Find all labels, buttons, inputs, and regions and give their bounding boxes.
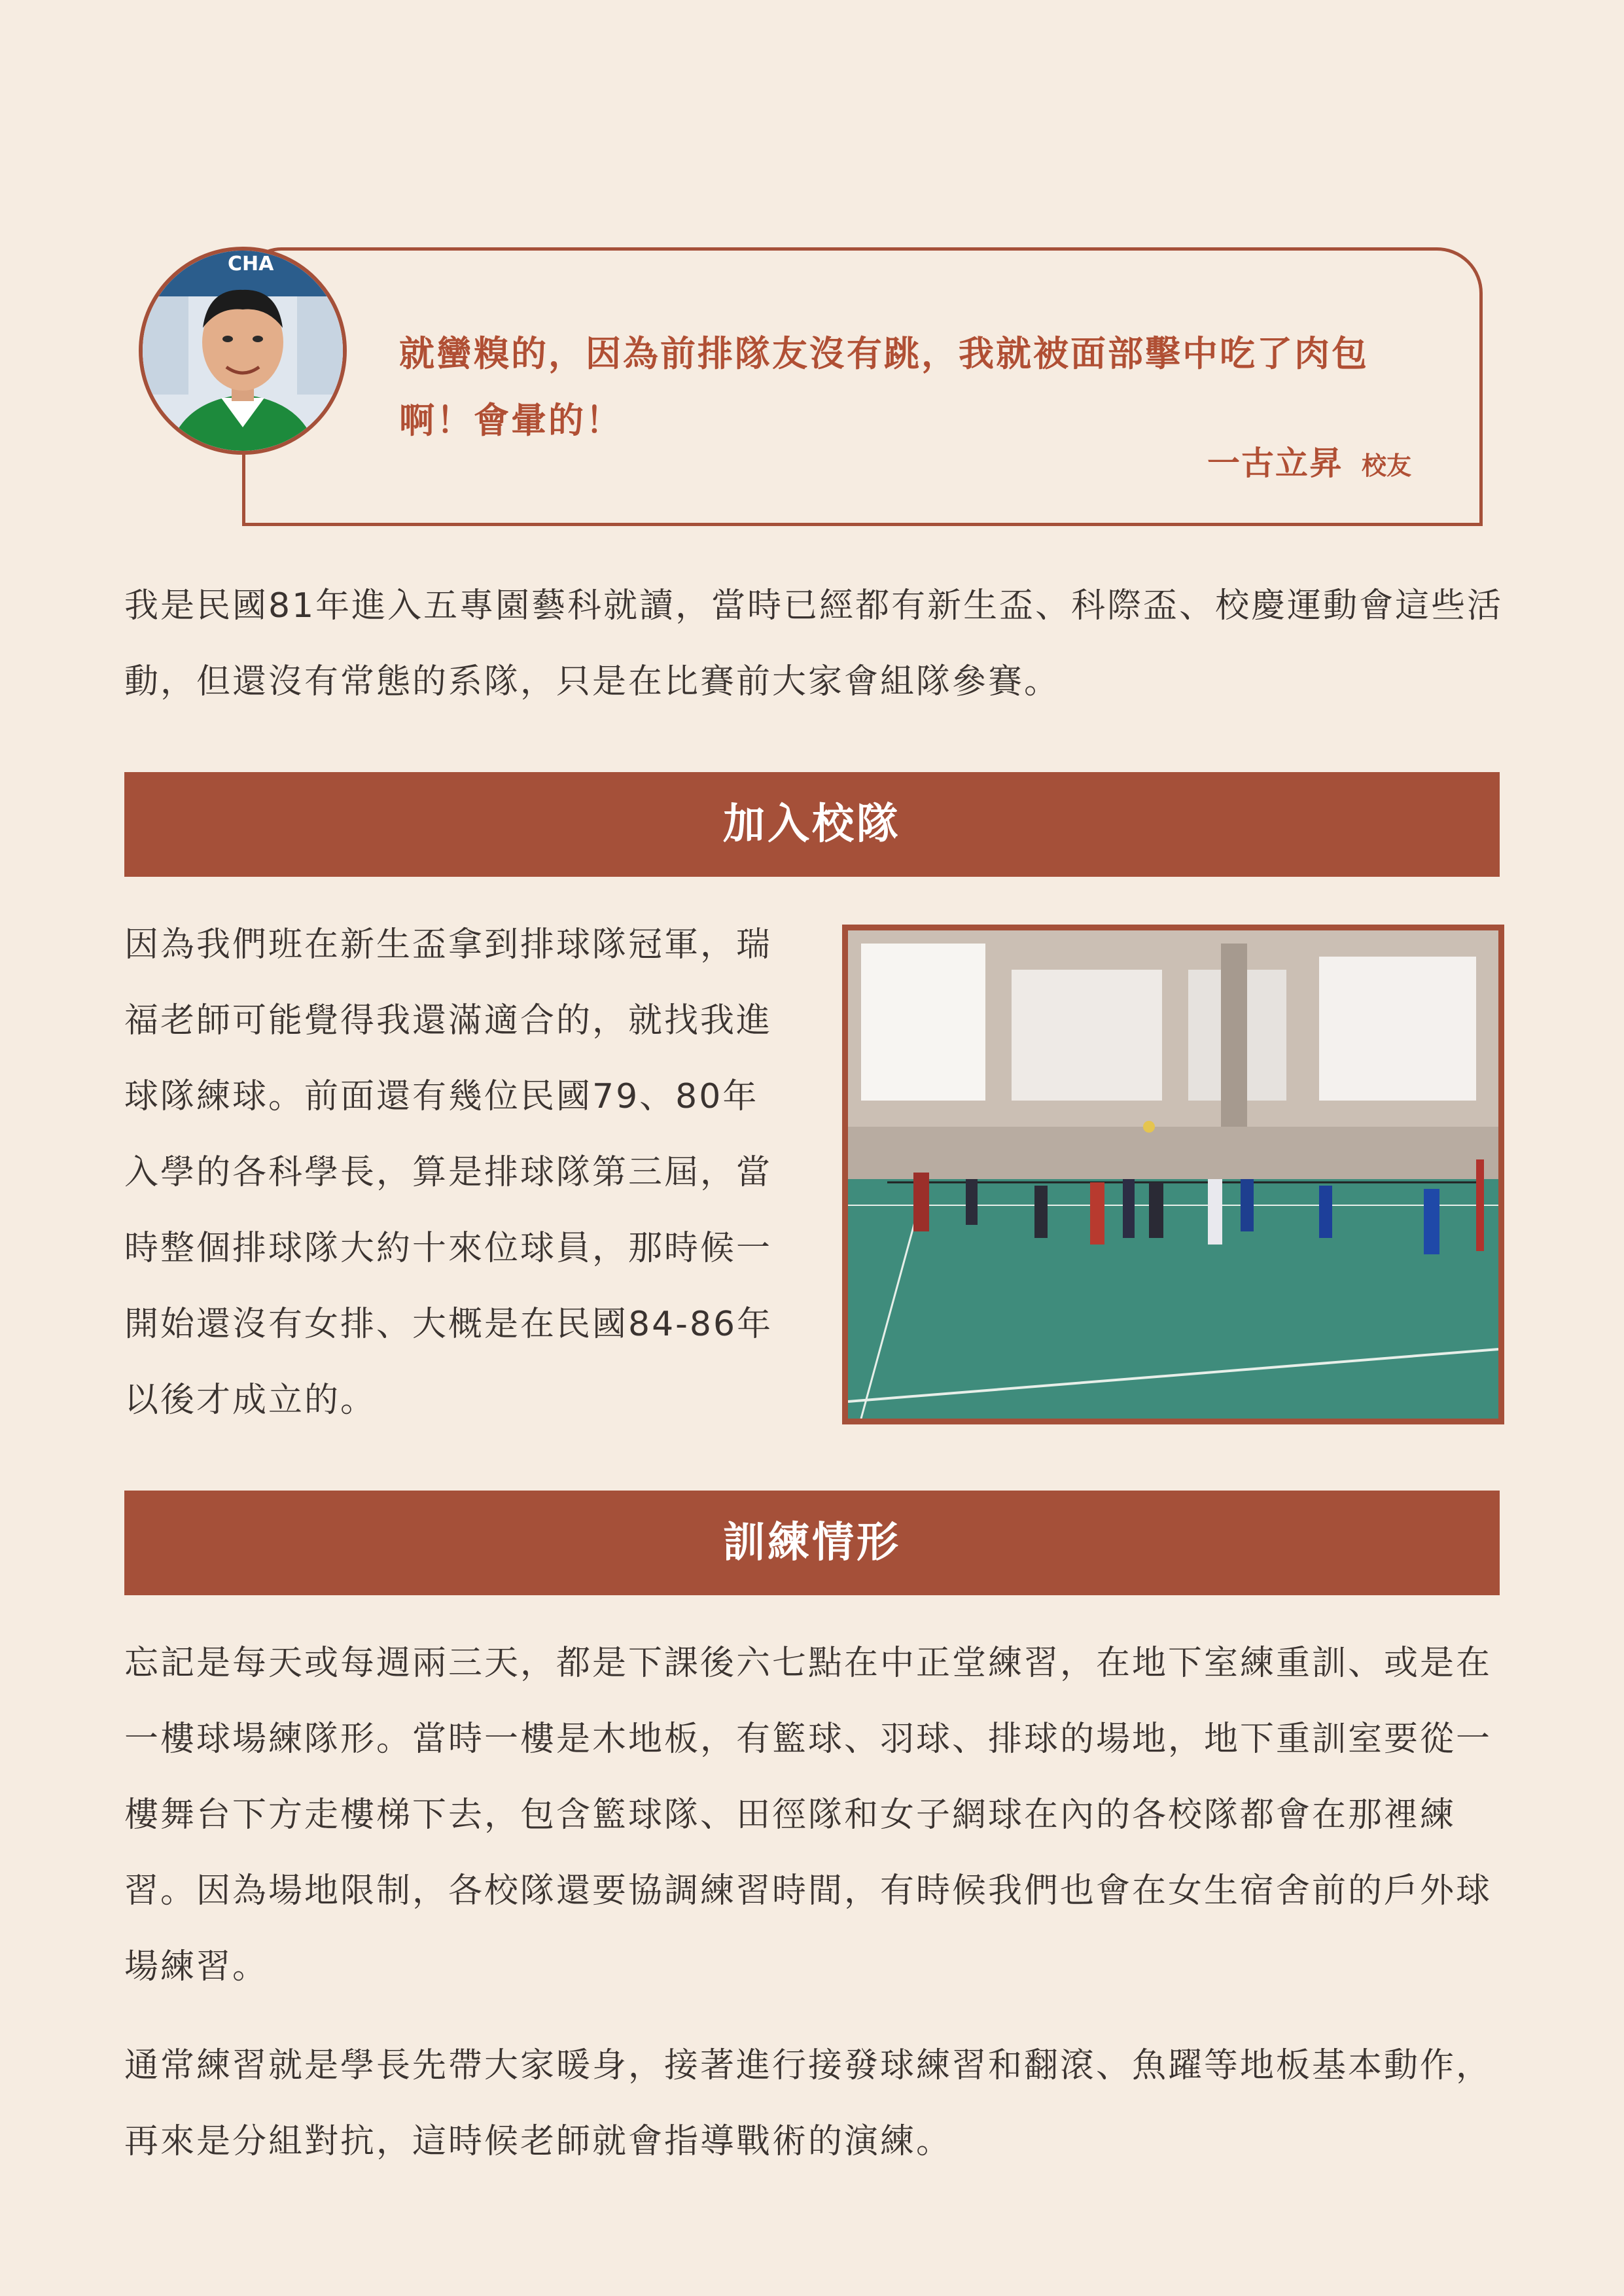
join-team-paragraph: 因為我們班在新生盃拿到排球隊冠軍，瑞福老師可能覺得我還滿適合的，就找我進球隊練球。前面還有幾位民國79、80年入學的各科學長，算是排球隊第三屆，當時整個排球隊大約十來位球員，那時候一開始還沒有女排、大概是在民國84-86年以後才成立的。	[124, 925, 773, 1420]
quote-author	[1207, 437, 1411, 484]
training-paragraph-1: 忘記是每天或每週兩三天，都是下課後六七點在中正堂練習，在地下室練重訓、或是在一樓球場練隊形。當時一樓是木地板，有籃球、羽球、排球的場地，地下重訓室要從一樓舞台下方走樓梯下去，包含籃球隊、田徑隊和女子網球在內的各校隊都會在那裡練習。因為場地限制，各校隊還要協調練習時間，有時候我們也會在女生宿舍前的戶外球場練習。	[124, 1644, 1492, 1987]
quote-text: 就蠻糗的，因為前排隊友沒有跳，我就被面部擊中吃了肉包啊！會暈的！	[399, 333, 1369, 441]
quote-author-role: 校友	[1361, 451, 1411, 480]
section-heading-training: 訓練情形	[124, 1491, 1500, 1595]
avatar-caption: CHA	[228, 253, 274, 275]
quote-author-name: 一古立昇	[1207, 444, 1343, 482]
training-paragraph-2: 通常練習就是學長先帶大家暖身，接著進行接發球練習和翻滾、魚躍等地板基本動作，再來是分組對抗，這時候老師就會指導戰術的演練。	[124, 2046, 1492, 2161]
gym-practice-photo	[842, 925, 1504, 1424]
section-heading-join-team: 加入校隊	[124, 772, 1500, 877]
intro-paragraph: 我是民國81年進入五專園藝科就讀，當時已經都有新生盃、科際盃、校慶運動會這些活動，但還沒有常態的系隊，只是在比賽前大家會組隊參賽。	[124, 586, 1504, 701]
avatar	[139, 247, 347, 455]
